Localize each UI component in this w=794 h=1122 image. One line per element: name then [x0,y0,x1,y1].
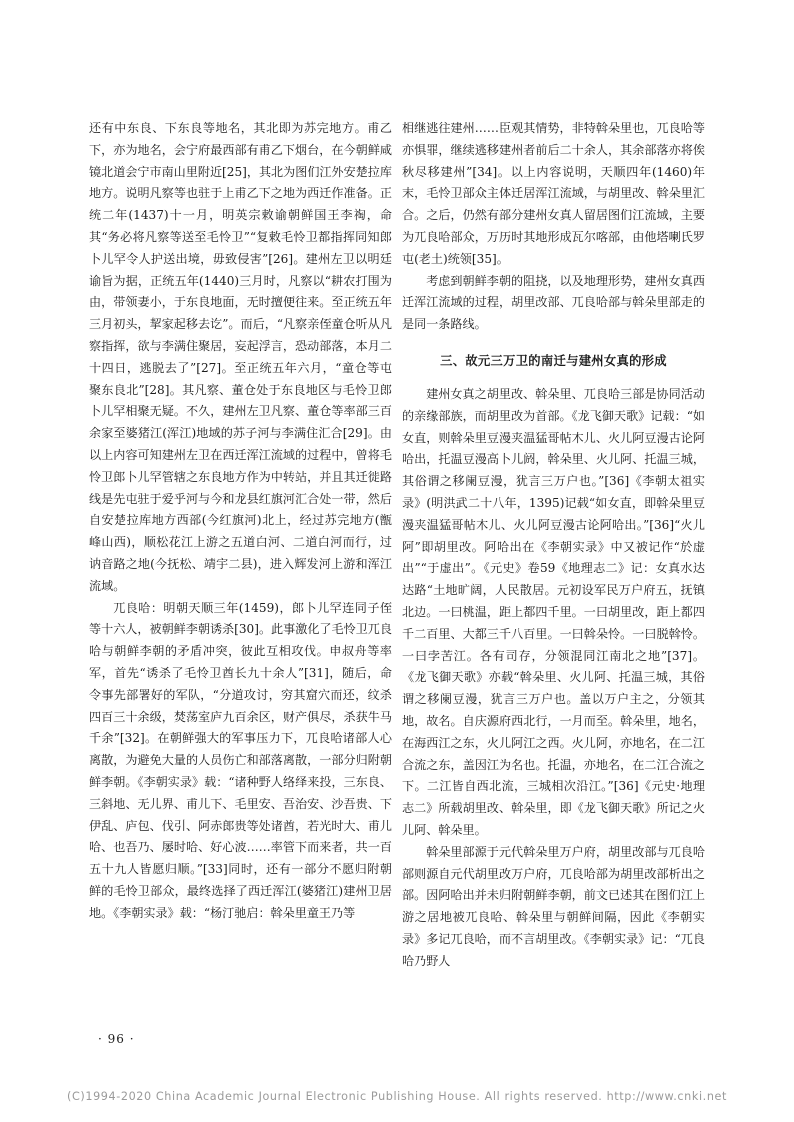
body-paragraph: 兀良哈：明朝天顺三年(1459)，郎卜儿罕连同子侄等十六人，被朝鲜李朝诱杀[30]。此事激化了毛怜卫兀良哈与朝鲜李朝的矛盾冲突，彼此互相攻伐。申叔舟等率军，首先“诱杀了毛怜卫酋长九十余人”[31]，随后，命令事先部署好的军队，“分道攻讨，穷其窟穴而还，纹杀四百三十余级，焚荡室庐九百余区，财产俱尽，杀获牛马千余”[32]。在朝鲜强大的军事压力下，兀良哈诸部人心离散，为避免大量的人员伤亡和部落离散，一部分归附朝鲜李朝。《李朝实录》载：“诸种野人络绎来投，三东良、三斜地、无儿界、甫儿下、毛里安、吾治安、沙吾贵、下伊乱、庐包、伐引、阿赤郎贵等处诸酋，若光时大、甫儿哈、也吾乃、屡时哈、好心波……率管下而来者，共一百五十九人皆愿归顺。”[33]同时，还有一部分不愿归附朝鲜的毛怜卫部众，最终选择了西迁浑江(婆猪江)建州卫居地。《李朝实录》载：“杨汀驰启：斡朵里童王乃等 [89,600,392,920]
body-paragraph: 还有中东良、下东良等地名，其北即为苏完地方。甫乙下，亦为地名，会宁府最西部有甫乙下烟台，在今朝鲜咸镜北道会宁市南山里附近[25]，其北为图们江外安楚拉库地方。说明凡察等也驻于上甫乙下之地为西迁作准备。正统二年(1437)十一月，明英宗敕谕朝鲜国王李祹，命其“务必将凡察等送至毛怜卫”“复敕毛怜卫都指挥同知郎卜儿罕令人护送出境，毋致侵害”[26]。建州左卫以明廷谕旨为据，正统五年(1440)三月时，凡察以“耕农打围为由，带领妻小，于东良地面，无时擅便往来。至正统五年三月初头，挈家起移去讫”。而后，“凡察亲侄童仓听从凡察指挥，欲与李满住聚居，妄起浮言，恐动部落，本月二十四日，逃脱去了”[27]。至正统五年六月，“童仓等屯聚东良北”[28]。其凡察、董仓处于东良地区与毛怜卫郎卜儿罕相聚无疑。不久，建州左卫凡察、董仓等率部三百余家至婆猪江(浑江)地域的苏子河与李满住汇合[29]。由以上内容可知建州左卫在西迁浑江流域的过程中，曾将毛怜卫郎卜儿罕管辖之东良地方作为中转站，并且其迁徙路线是先屯驻于爱乎河与今和龙县红旗河汇合处一带，然后自安楚拉库地方西部(今红旗河)北上，经过苏完地方(甑峰山西)，顺松花江上游之五道白河、二道白河而行，过讷音路之地(今抚松、靖宇二县)，进入辉发河上游和浑江流域。 [89,121,392,593]
body-paragraph: 建州女真之胡里改、斡朵里、兀良哈三部是协同活动的亲缘部族，而胡里改为首部。《龙飞御天歌》记载：“如女直，则斡朵里豆漫夹温猛哥帖木儿、火儿阿豆漫古论阿哈出，托温豆漫高卜儿阏，斡朵里、火儿阿、托温三城，其俗谓之移阑豆漫，犹言三万户也。”[36]《李朝太祖实录》(明洪武二十八年，1395)记载“如女直，即斡朵里豆漫夹温猛哥帖木儿、火儿阿豆漫古论阿哈出。”[36]“火儿阿”即胡里改。阿哈出在《李朝实录》中又被记作“於虚出”“于虚出”。《元史》卷59《地理志二》记：女真水达达路“土地旷阔，人民散居。元初设军民万户府五，抚镇北边。一曰桃温，距上都四千里。一曰胡里改，距上都四千二百里、大都三千八百里。一曰斡朵怜。一曰脱斡怜。一曰孛苦江。各有司存，分领混同江南北之地”[37]。《龙飞御天歌》亦载“斡朵里、火儿阿、托温三城，其俗谓之移阑豆漫，犹言三万户也。盖以万户主之，分领其地，故名。自庆源府西北行，一月而至。斡朵里，地名，在海西江之东，火儿阿江之西。火儿阿，亦地名，在二江合流之东，盖因江为名也。托温，亦地名，在二江合流之下。二江皆自西北流，三城相次沿江。”[36]《元史·地理志二》所载胡里改、斡朵里，即《龙飞御天歌》所记之火儿阿、斡朵里。 [402,386,705,837]
section-heading: 三、故元三万卫的南迁与建州女真的形成 [440,352,667,368]
right-text-column [402,118,705,972]
body-paragraph: 斡朵里部源于元代斡朵里万户府，胡里改部与兀良哈部则源自元代胡里改万户府，兀良哈部为胡里改部析出之部。因阿哈出并未归附朝鲜李朝，前文已述其在图们江上游之居地被兀良哈、斡朵里与朝鲜间隔，因此《李朝实录》多记兀良哈，而不言胡里改。《李朝实录》记：“兀良哈乃野人 [402,844,705,968]
copyright-footer: (C)1994-2020 China Academic Journal Electronic Publishing House. All rights reserved. http://www.cnki.net [67,1090,727,1103]
body-paragraph: 相继逃往建州……臣观其情势，非特斡朵里也，兀良哈等亦惧罪，继续逃移建州者前后二十余人，其余部落亦将俟秋尽移建州”[34]。以上内容说明，天顺四年(1460)年末，毛怜卫部众主体迁居浑江流域，与胡里改、斡朵里汇合。之后，仍然有部分建州女真人留居图们江流域，主要为兀良哈部众，万历时其地形成瓦尔喀部，由他塔喇氏罗屯(老土)统领[35]。 [402,121,705,266]
page-number: · 96 · [98,1032,135,1046]
left-text-column [89,118,392,924]
body-paragraph: 考虑到朝鲜李朝的阻挠，以及地理形势，建州女真西迁浑江流域的过程，胡里改部、兀良哈部与斡朵里部走的是同一条路线。 [402,273,705,332]
